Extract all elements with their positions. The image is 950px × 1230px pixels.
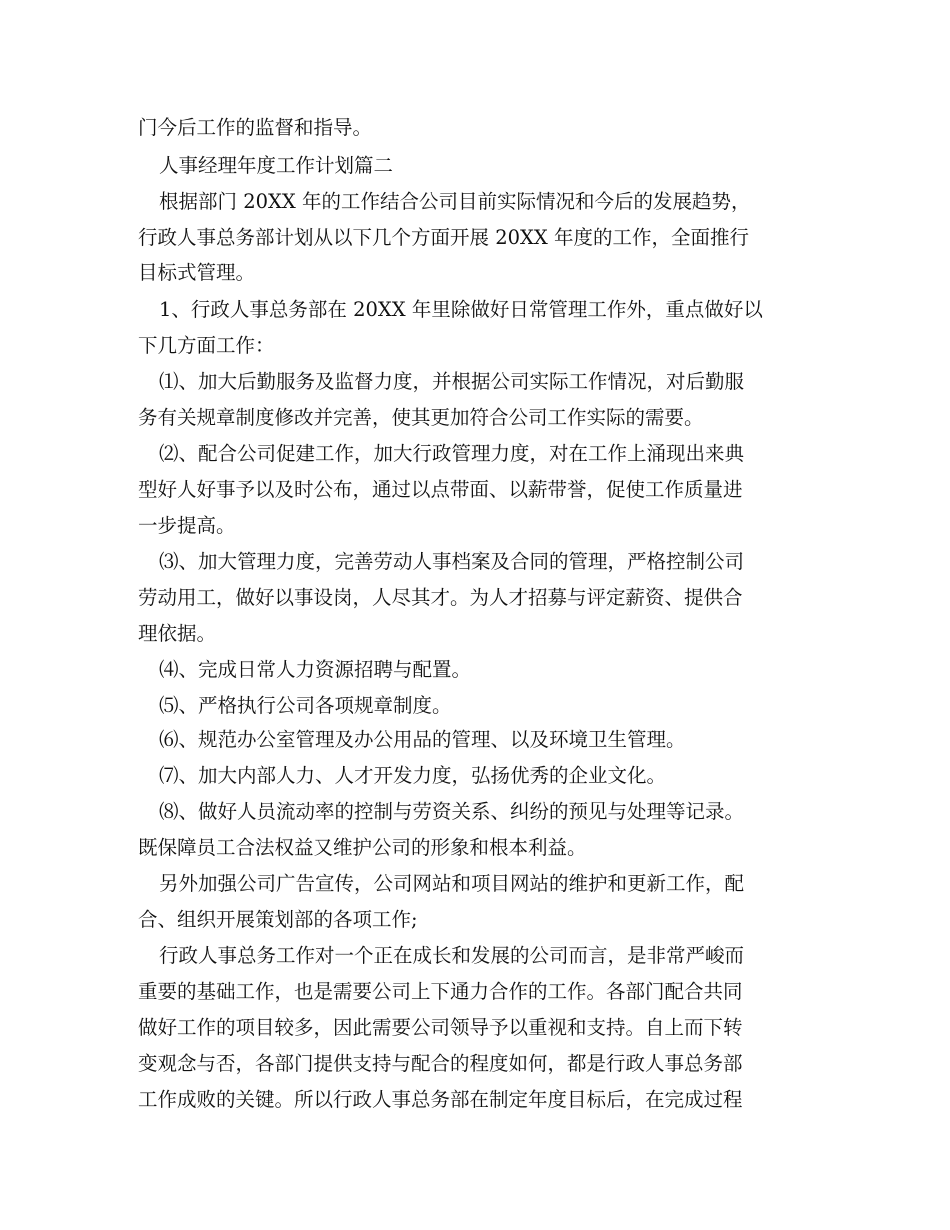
text-line: 一步提高。 [138,514,236,537]
text-line: 下几方面工作： [138,334,275,357]
text-line: 变观念与否，各部门提供支持与配合的程度如何，都是行政人事总务部 [138,1052,743,1075]
text-line: 根据部门 20XX 年的工作结合公司目前实际情况和今后的发展趋势， [159,190,751,213]
text-line: 门今后工作的监督和指导。 [138,116,373,139]
text-line: 做好工作的项目较多，因此需要公司领导予以重视和支持。自上而下转 [138,1016,743,1039]
text-line: 既保障员工合法权益又维护公司的形象和根本利益。 [138,836,587,859]
list-item: ⑶、加大管理力度，完善劳动人事档案及合同的管理，严格控制公司 [159,550,745,573]
list-item: ⑻、做好人员流动率的控制与劳资关系、纠纷的预见与处理等记录。 [159,800,745,823]
text-line: 合、组织开展策划部的各项工作; [138,908,418,931]
list-item: ⑺、加大内部人力、人才开发力度，弘扬优秀的企业文化。 [159,764,667,787]
list-item: ⑴、加大后勤服务及监督力度，并根据公司实际工作情况，对后勤服 [159,370,745,393]
list-item: ⑷、完成日常人力资源招聘与配置。 [159,658,472,681]
text-line: 理依据。 [138,622,217,645]
text-line: 目标式管理。 [138,261,256,284]
list-item: ⑵、配合公司促建工作，加大行政管理力度，对在工作上涌现出来典 [159,442,745,465]
text-line: 务有关规章制度修改并完善，使其更加符合公司工作实际的需要。 [138,406,704,429]
list-item: ⑸、严格执行公司各项规章制度。 [159,694,452,717]
text-line: 1、行政人事总务部在 20XX 年里除做好日常管理工作外，重点做好以 [159,298,763,321]
text-line: 另外加强公司广告宣传，公司网站和项目网站的维护和更新工作，配 [159,872,745,895]
text-line: 工作成败的关键。所以行政人事总务部在制定年度目标后，在完成过程 [138,1088,743,1111]
list-item: ⑹、规范办公室管理及办公用品的管理、以及环境卫生管理。 [159,728,686,751]
text-line: 行政人事总务工作对一个正在成长和发展的公司而言，是非常严峻而 [159,944,745,967]
text-line: 行政人事总务部计划从以下几个方面开展 20XX 年度的工作，全面推行 [138,226,749,249]
text-line: 重要的基础工作，也是需要公司上下通力合作的工作。各部门配合共同 [138,980,743,1003]
section-heading: 人事经理年度工作计划篇二 [159,154,394,177]
text-line: 劳动用工，做好以事设岗，人尽其才。为人才招募与评定薪资、提供合 [138,586,743,609]
text-line: 型好人好事予以及时公布，通过以点带面、以薪带誉，促使工作质量进 [138,478,743,501]
